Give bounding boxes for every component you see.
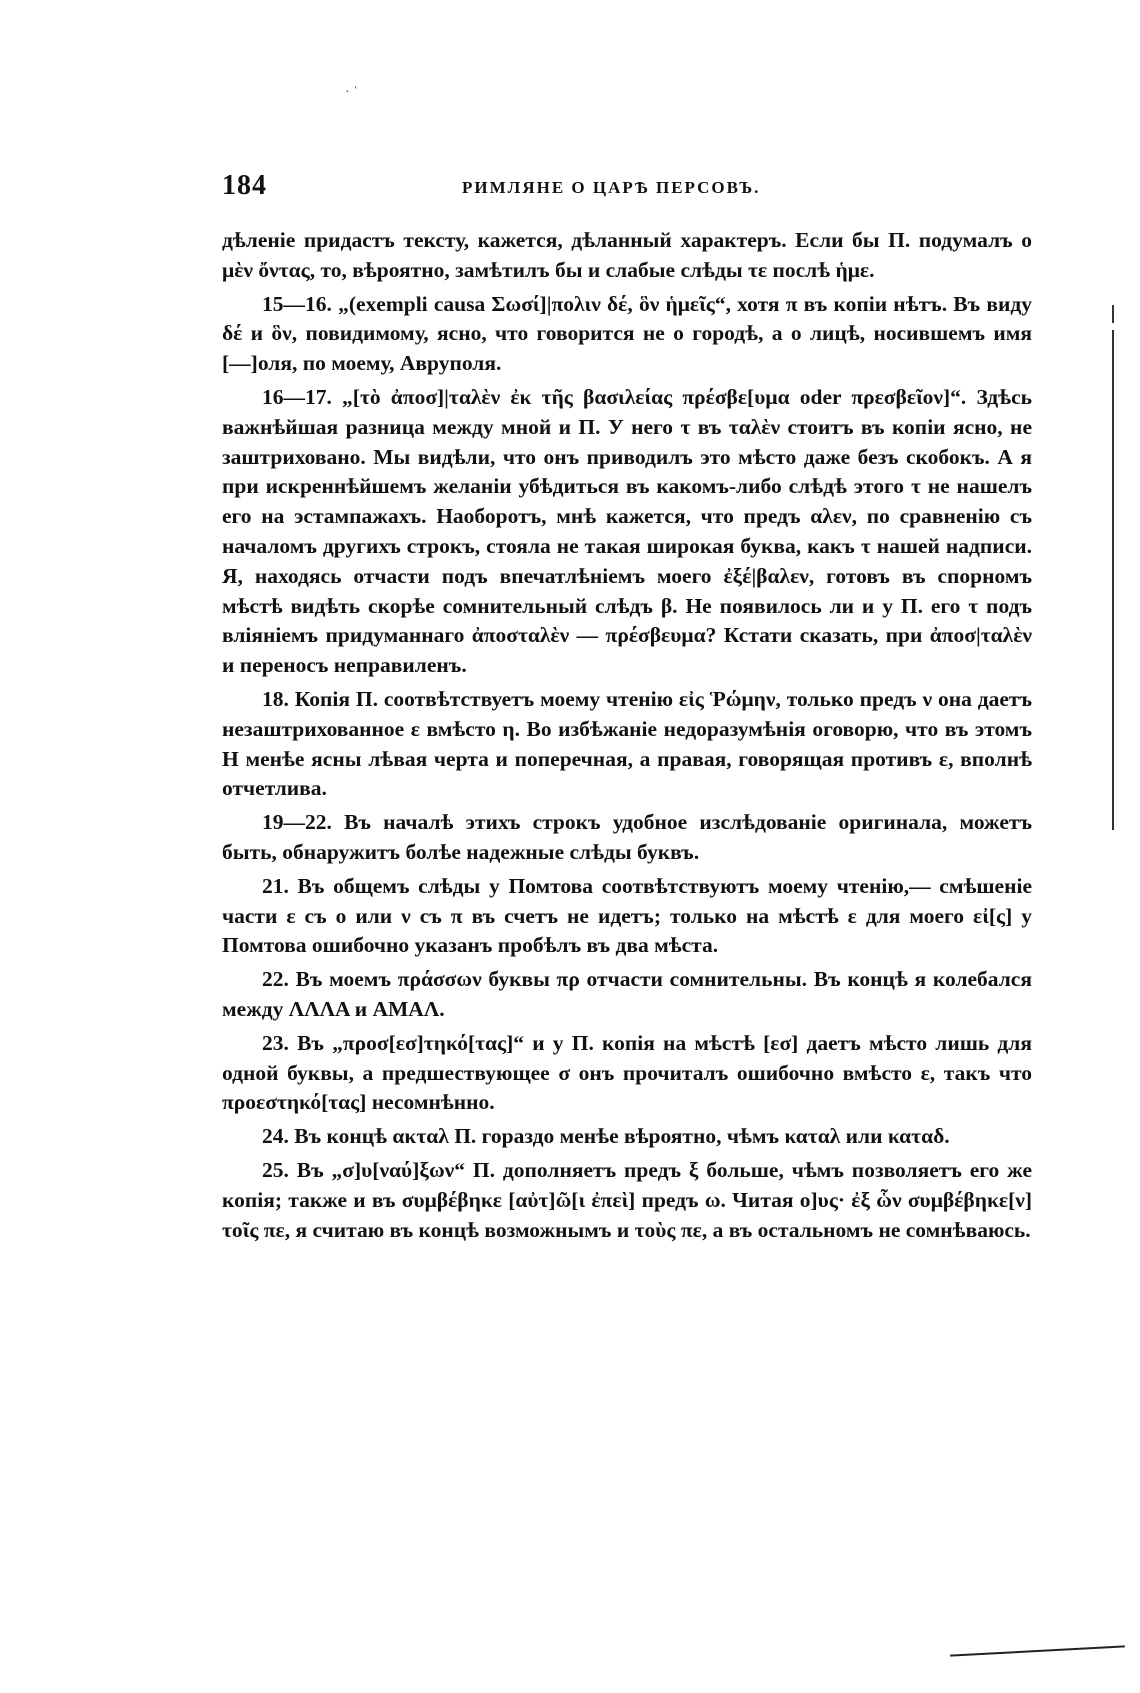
margin-rule <box>1112 330 1114 830</box>
paragraph-25: 25. Въ „σ]υ[ναύ]ξων“ П. дополняетъ предъ ξ больше, чѣмъ позволяетъ его же копія; также и въ συμβέβηκε [αὐτ]ῶ[ι ἐπεὶ] предъ ω. Читая ο]υς· ἐξ ὧν συμβέβηκε[ν] τοῖς πε, я считаю въ концѣ возможнымъ и τοὺς πε, а въ остальномъ не сомнѣваюсь. <box>222 1157 1032 1242</box>
paragraph-19-22: 19—22. Въ началѣ этихъ строкъ удобное изслѣдованіе оригинала, можетъ быть, обнаружитъ болѣе надежные слѣды буквъ. <box>222 810 1032 864</box>
paragraph-18: 18. Копія П. соотвѣтствуетъ моему чтенію εἰς Ῥώμην, только предъ ν она даетъ незаштрихованное ε вмѣсто η. Во избѣжаніе недоразумѣнія оговорю, что въ этомъ Н менѣе ясны лѣвая черта и поперечная, а правая, говорящая противъ ε, вполнѣ отчетлива. <box>222 686 1032 801</box>
paragraph-15-16: 15—16. „(exempli causa Σωσί]|πολιν δέ, ὃν ἡμεῖς“, хотя π въ копіи нѣтъ. Въ виду δέ и ὃν, повидимому, ясно, что говорится не о городѣ, а о лицѣ, носившемъ имя [—]оля, по моему, Авруполя. <box>222 291 1032 376</box>
paragraph-21: 21. Въ общемъ слѣды у Помтова соотвѣтствуютъ моему чтенію,— смѣшеніе части ε съ ο или ν съ π въ счетъ не идетъ; только на мѣстѣ ε для моего εἰ[ς] у Помтова ошибочно указанъ пробѣлъ въ два мѣста. <box>222 873 1032 958</box>
paragraph-continuation: дѣленіе придастъ тексту, кажется, дѣланный характеръ. Если бы П. подумалъ о μὲν ὄντας, то, вѣроятно, замѣтилъ бы и слабые слѣды τε послѣ ἡμε. <box>222 228 1032 282</box>
paragraph-16-17: 16—17. „[τὸ ἀποσ]|ταλὲν ἐκ τῆς βασιλείας πρέσβε[υμα oder πρεσβεῖον]“. Здѣсь важнѣйшая разница между мной и П. У него τ въ ταλὲν стоитъ въ копіи ясно, не заштриховано. Мы видѣли, что онъ приводилъ это мѣсто даже безъ скобокъ. А я при искреннѣйшемъ желаніи убѣдиться въ какомъ-либо слѣдѣ этого τ не нашелъ его на эстампажахъ. Наоборотъ, мнѣ кажется, что предъ αλεν, по сравненію съ началомъ другихъ строкъ, стояла не такая широкая буква, какъ τ нашей надписи. Я, находясь отчасти подъ впечатлѣніемъ моего ἐξέ|βαλεν, готовъ въ спорномъ мѣстѣ видѣть скорѣе сомнительный слѣдъ β. Не появилось ли и у П. его τ подъ вліяніемъ придуманнаго ἀποσταλὲν — πρέσβευμα? Кстати сказать, при ἀποσ|ταλὲν и переносъ неправиленъ. <box>222 384 1032 678</box>
page-number: 184 <box>222 170 267 201</box>
running-head: РИМЛЯНЕ О ЦАРѢ ПЕРСОВЪ. <box>462 178 761 197</box>
paragraph-22: 22. Въ моемъ πράσσων буквы πρ отчасти сомнительны. Въ концѣ я колебался между ΛΛΛΑ и ΑΜΑΛ. <box>222 967 1032 1021</box>
scan-specks: · ˈ <box>345 85 358 100</box>
body-text <box>222 226 1032 1249</box>
paragraph-23: 23. Въ „προσ[εσ]τηκό[τας]“ и у П. копія на мѣстѣ [εσ] даетъ мѣсто лишь для одной буквы, а предшествующее σ онъ прочиталъ ошибочно вмѣсто ε, такъ что προεστηκό[τας] несомнѣнно. <box>222 1030 1032 1115</box>
paragraph-24: 24. Въ концѣ ακταλ П. гораздо менѣе вѣроятно, чѣмъ καταλ или καταδ. <box>262 1124 950 1149</box>
scan-edge-line <box>950 1645 1125 1656</box>
margin-mark <box>1112 305 1114 323</box>
page-header <box>222 170 1032 210</box>
